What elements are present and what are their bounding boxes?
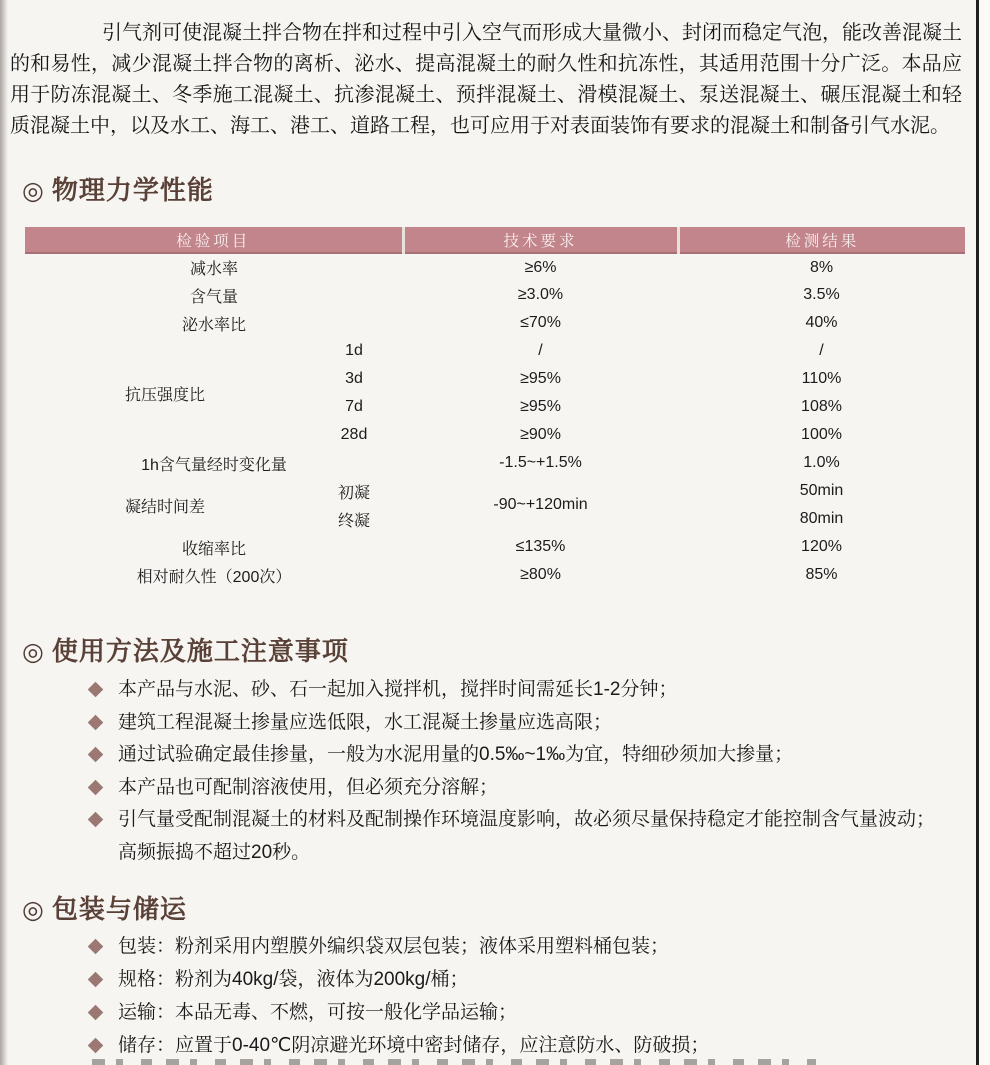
section-title: 使用方法及施工注意事项 [51,636,349,666]
list-item [88,936,968,958]
list-item-text: 通过试验确定最佳掺量，一般为水泥用量的0.5‰~1‰为宜，特细砂须加大掺量； [118,744,794,765]
intro-paragraph: 引气剂可使混凝土拌合物在拌和过程中引入空气而形成大量微小、封闭而稳定气泡，能改善混凝土的和易性，减少混凝土拌合物的离析、泌水、提高混凝土的耐久性和抗冻性，其适用范围十分广泛。本品应用于防冻混凝土、冬季施工混凝土、抗渗混凝土、预拌混凝土、滑模混凝土、泵送混凝土、碾压混凝土和轻质混凝土中，以及水工、海工、港工、道路工程，也可应用于对表面装饰有要求的混凝土和制备引气水泥。 [10,22,962,137]
table-row [25,281,965,309]
diamond-bullet-icon [88,779,104,795]
cell-result: 110% [801,370,842,387]
list-item-text: 引气量受配制混凝土的材料及配制操作环境温度影响，故必须尽量保持稳定才能控制含气量波动； [118,809,936,830]
list-item-text: 本产品也可配制溶液使用，但必须充分溶解； [118,776,499,798]
cell-item: 含气量 [190,288,239,306]
cell-result: / [819,342,824,359]
list-item [88,809,968,864]
section-marker-icon: ◎ [22,638,45,666]
table-row [25,337,965,365]
cell-result: 108% [801,398,842,415]
cell-result: 3.5% [803,286,840,303]
list-item [88,969,968,991]
col-header-technical-requirement: 技术要求 [403,227,678,253]
section-heading-usage-notes [22,631,349,668]
list-item [88,744,968,766]
col-header-test-result: 检测结果 [678,227,965,253]
list-item [88,777,968,799]
section-title: 物理力学性能 [51,175,214,205]
list-item-text: 包装：粉剂采用内塑膜外编织袋双层包装；液体采用塑料桶包装； [118,936,670,957]
section-marker-icon: ◎ [22,896,45,924]
cell-item-compressive-strength: 抗压强度比 [124,386,205,404]
list-item [88,1002,968,1024]
cell-result: 8% [809,258,834,276]
section-heading-packaging-storage [22,889,187,926]
table-row [25,561,965,589]
cell-result: 80min [799,510,844,527]
section-heading-physical-properties [22,170,214,207]
list-item [88,679,968,701]
section-marker-icon: ◎ [22,177,45,205]
col-header-test-item: 检验项目 [25,227,403,253]
cell-result: 100% [801,426,842,443]
cell-result: 40% [805,314,838,331]
table-row [25,477,965,505]
cell-requirement: ≥95% [520,398,561,415]
table-row [25,309,965,337]
cell-sub-age: 7d [345,398,363,415]
cell-result: 85% [805,566,838,583]
cell-item: 相对耐久性（200次） [136,568,292,586]
list-item-text: 运输：本品无毒、不燃，可按一般化学品运输； [118,1002,518,1023]
table-row [25,449,965,477]
cell-requirement: -1.5~+1.5% [499,454,582,471]
table-header-row [25,227,965,253]
cell-result: 120% [801,538,842,555]
cutoff-text-line [92,1059,816,1065]
cell-requirement: ≥95% [520,370,561,387]
cell-requirement: ≥3.0% [517,286,564,303]
cell-requirement: ≤70% [520,314,561,331]
diamond-bullet-icon [88,714,104,730]
list-item-text: 规格：粉剂为40kg/袋，液体为200kg/桶； [118,969,469,990]
cell-requirement: ≤135% [515,538,566,555]
usage-notes-list [88,679,968,874]
diamond-bullet-icon [88,747,104,763]
diamond-bullet-icon [88,812,104,828]
cell-sub-age: 28d [340,426,368,443]
diamond-bullet-icon [88,1005,104,1021]
cell-requirement: ≥80% [520,566,561,583]
cell-sub-age: 1d [345,342,363,359]
list-item [88,712,968,734]
page-edge-line [976,0,979,1065]
section-title: 包装与储运 [51,894,187,924]
page-right-margin [979,0,990,1065]
cell-requirement: ≥90% [520,426,561,443]
table-row [25,533,965,561]
cell-sub-stage: 终凝 [338,512,371,530]
list-item-text: 储存：应置于0-40℃阴凉避光环境中密封储存，应注意防水、防破损； [118,1035,710,1056]
diamond-bullet-icon [88,1038,104,1054]
cell-requirement: -90~+120min [493,496,588,513]
list-item-text: 建筑工程混凝土掺量应选低限，水工混凝土掺量应选高限； [118,711,613,733]
cell-item-setting-time: 凝结时间差 [124,498,205,516]
cell-sub-age: 3d [345,370,363,387]
scan-left-shadow [0,0,8,1065]
cell-requirement: / [538,342,543,359]
cell-result: 50min [799,482,844,499]
cell-item: 1h含气量经时变化量 [141,456,287,474]
packaging-storage-list [88,936,968,1065]
physical-properties-table [25,227,965,589]
list-item-text: 本产品与水泥、砂、石一起加入搅拌机，搅拌时间需延长1-2分钟； [118,679,678,700]
table-row [25,253,965,281]
diamond-bullet-icon [88,682,104,698]
cell-sub-stage: 初凝 [338,484,371,502]
cell-item: 收缩率比 [182,540,247,558]
cell-requirement: ≥6% [524,258,557,276]
cell-item: 泌水率比 [182,316,247,334]
list-item-text-continued: 高频振捣不超过20秒。 [118,841,311,863]
cell-result: 1.0% [803,454,840,471]
diamond-bullet-icon [88,939,104,955]
cell-item: 减水率 [190,261,239,278]
diamond-bullet-icon [88,972,104,988]
list-item [88,1035,968,1057]
